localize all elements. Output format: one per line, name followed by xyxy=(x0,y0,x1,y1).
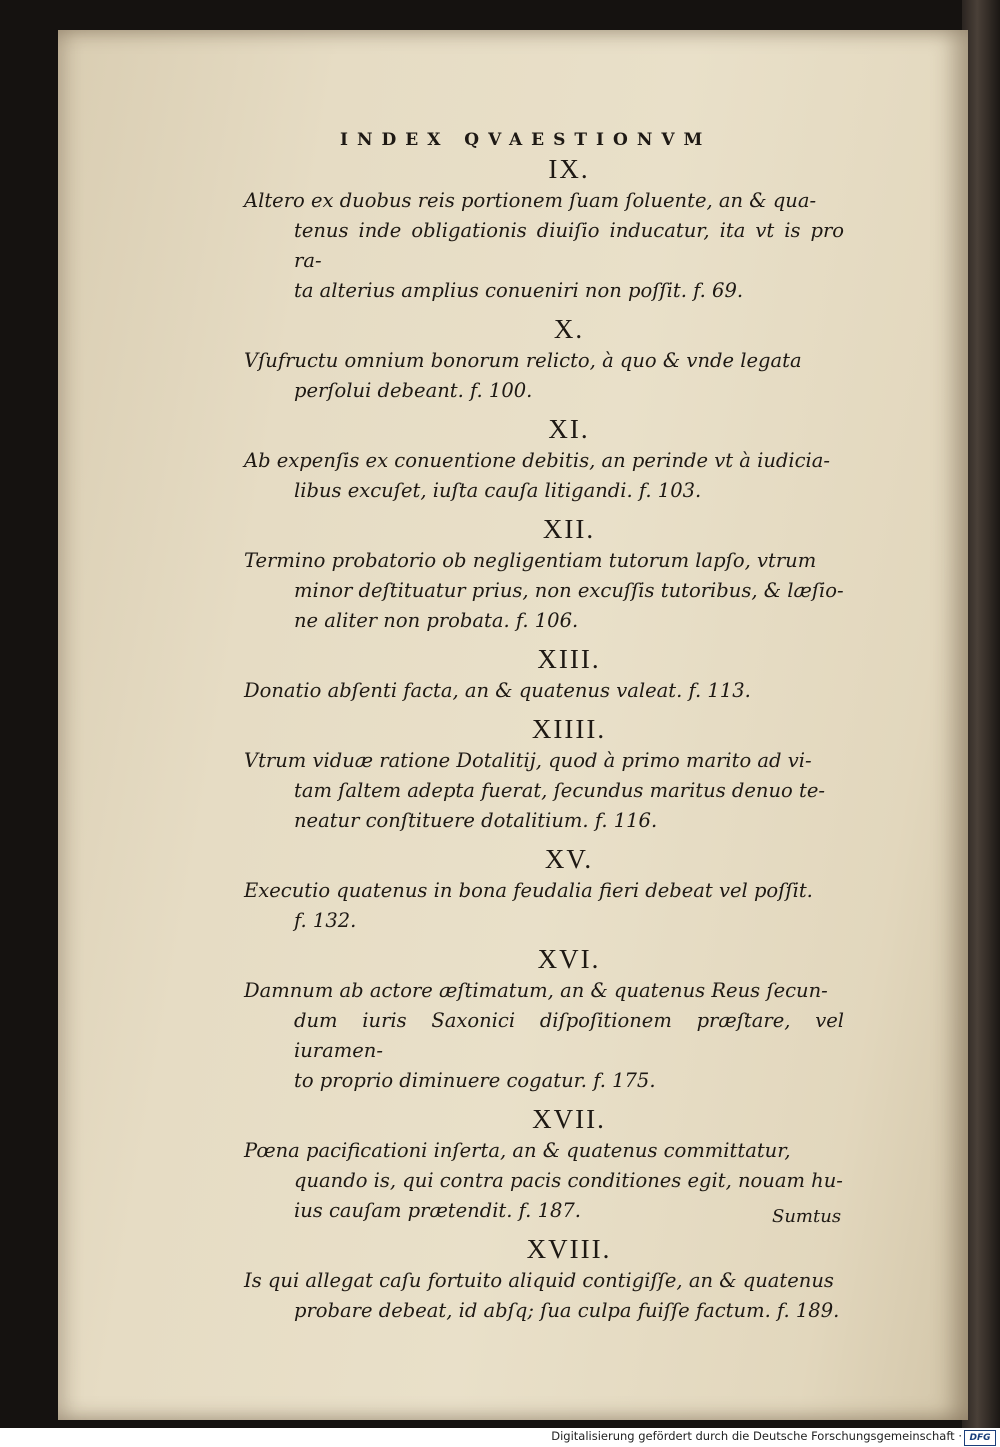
text-line: ius cauſam prætendit. f. 187. xyxy=(294,1199,581,1222)
text-line: Donatio abſenti facta, an & quatenus valeat. f. 113. xyxy=(244,679,751,702)
text-line: tenus inde obligationis diuiſio inducatur, ita vt is pro ra- xyxy=(294,219,844,272)
digitization-footer xyxy=(0,1428,1000,1447)
question-text xyxy=(244,186,844,306)
text-line: Pœna pacificationi inſerta, an & quatenus committatur, xyxy=(244,1139,791,1162)
question-number: XVII. xyxy=(532,1104,606,1134)
question-text xyxy=(244,1266,844,1326)
text-line: Termino probatorio ob negligentiam tutorum lapſo, vtrum xyxy=(244,549,817,572)
text-line: Executio quatenus in bona feudalia fieri debeat vel poſſit. xyxy=(244,879,813,902)
question-number: XIII. xyxy=(537,644,601,674)
question-number: IX. xyxy=(548,154,590,184)
question-number: XVIII. xyxy=(526,1234,612,1264)
text-line: Vſufructu omnium bonorum relicto, à quo & vnde legata xyxy=(244,349,802,372)
index-content xyxy=(244,152,844,1332)
question-text xyxy=(244,676,844,706)
question-number: X. xyxy=(553,314,585,344)
index-entry xyxy=(244,412,844,506)
index-entry xyxy=(244,712,844,836)
question-text xyxy=(244,546,844,636)
text-line: neatur conſtituere dotalitium. f. 116. xyxy=(294,809,658,832)
text-line: perſolui debeant. f. 100. xyxy=(294,379,533,402)
question-number: XII. xyxy=(542,514,596,544)
question-number: XVI. xyxy=(537,944,601,974)
index-entry xyxy=(244,512,844,636)
index-entry xyxy=(244,1232,844,1326)
question-text xyxy=(244,746,844,836)
text-line: to proprio diminuere cogatur. f. 175. xyxy=(294,1069,656,1092)
running-head: INDEX QVAESTIONVM xyxy=(340,130,712,150)
question-number: XIIII. xyxy=(531,714,607,744)
question-text xyxy=(244,976,844,1096)
text-line: Damnum ab actore æſtimatum, an & quatenus Reus ſecun- xyxy=(244,979,828,1002)
text-line: Is qui allegat caſu fortuito aliquid contigiſſe, an & quatenus xyxy=(244,1269,834,1292)
text-line: Vtrum viduæ ratione Dotalitij, quod à primo marito ad vi- xyxy=(244,749,812,772)
text-line: minor deſtituatur prius, non excuſſis tutoribus, & læſio- xyxy=(294,579,844,602)
question-number: XI. xyxy=(548,414,590,444)
text-line: quando is, qui contra pacis conditiones egit, nouam hu- xyxy=(294,1169,843,1192)
question-text xyxy=(244,1136,844,1226)
index-entry xyxy=(244,312,844,406)
question-text xyxy=(244,446,844,506)
index-entry xyxy=(244,642,844,706)
question-text xyxy=(244,876,844,936)
text-line: dum iuris Saxonici diſpoſitionem præſtare, vel iuramen- xyxy=(294,1009,844,1062)
text-line: tam ſaltem adepta fuerat, ſecundus maritus denuo te- xyxy=(294,779,825,802)
dfg-logo-icon: DFG xyxy=(964,1430,996,1446)
text-line: Ab expenſis ex conuentione debitis, an perinde vt à iudicia- xyxy=(244,449,830,472)
index-entry xyxy=(244,152,844,306)
question-number: XV. xyxy=(544,844,594,874)
text-line: probare debeat, id abſq; ſua culpa fuiſſe factum. f. 189. xyxy=(294,1299,840,1322)
catchword: Sumtus xyxy=(772,1206,842,1227)
text-line: ne aliter non probata. f. 106. xyxy=(294,609,579,632)
text-line: Altero ex duobus reis portionem ſuam ſoluente, an & qua- xyxy=(244,189,817,212)
question-text xyxy=(244,346,844,406)
index-entry xyxy=(244,1102,844,1226)
index-entry xyxy=(244,842,844,936)
text-line: libus excuſet, iuſta cauſa litigandi. f. 103. xyxy=(294,479,702,502)
funding-notice: Digitalisierung gefördert durch die Deutsche Forschungsgemeinschaft · xyxy=(551,1429,962,1443)
text-line: f. 132. xyxy=(294,909,357,932)
index-entry xyxy=(244,942,844,1096)
text-line: ta alterius amplius conueniri non poſſit. f. 69. xyxy=(294,279,744,302)
